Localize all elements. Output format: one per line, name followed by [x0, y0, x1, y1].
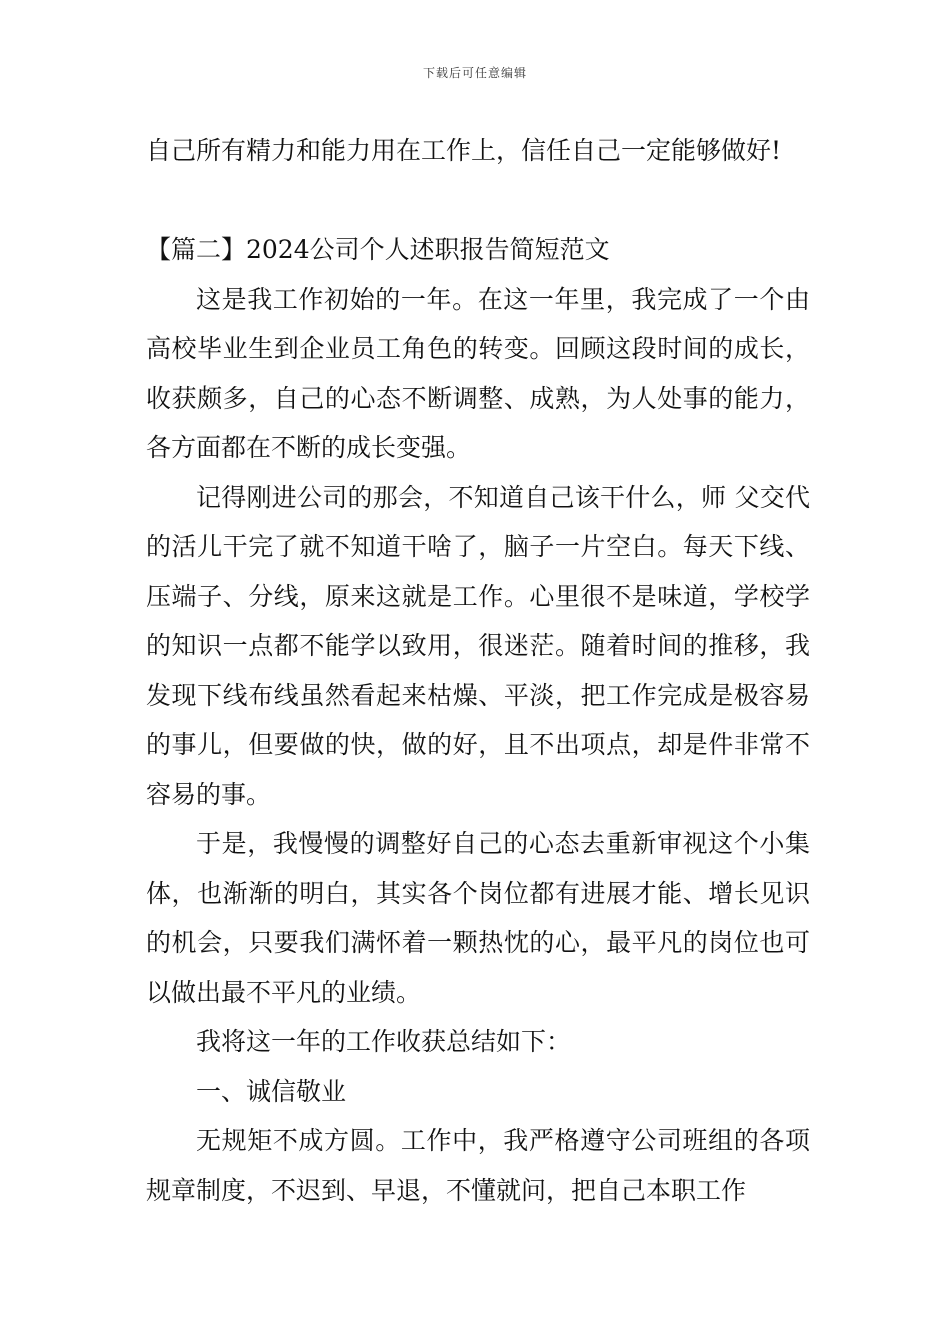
paragraph-gap [146, 176, 810, 226]
paragraph-continuation: 自己所有精力和能力用在工作上，信任自己一定能够做好! [146, 136, 782, 165]
paragraph-memory: 记得刚进公司的那会，不知道自己该干什么，师 父交代的活儿干完了就不知道干啥了，脑子一片空白。每天下线、压端子、分线，原来这就是工作。心里很不是味道，学校学的知识一点都不能学以致用，很迷茫。随着时间的推移，我发现下线布线虽然看起来枯燥、平淡，把工作完成是极容易的事儿，但要做的快，做的好，且不出项点，却是件非常不容易的事。 [146, 482, 810, 809]
paragraph-intro: 这是我工作初始的一年。在这一年里，我完成了一个由高校毕业生到企业员工角色的转变。回顾这段时间的成长，收获颇多，自己的心态不断调整、成熟，为人处事的能力，各方面都在不断的成长变强。 [146, 284, 810, 462]
paragraph-summary-lead: 我将这一年的工作收获总结如下： [196, 1027, 572, 1056]
paragraph-rules: 无规矩不成方圆。工作中，我严格遵守公司班组的各项规章制度，不迟到、早退，不懂就问，把自己本职工作 [146, 1126, 810, 1205]
subheading-integrity: 一、诚信敬业 [196, 1076, 347, 1106]
document-body [146, 126, 810, 1215]
page-header-note: 下载后可任意编辑 [422, 66, 527, 80]
paragraph-adjustment: 于是，我慢慢的调整好自己的心态去重新审视这个小集体，也渐渐的明白，其实各个岗位都有进展才能、增长见识的机会，只要我们满怀着一颗热忱的心，最平凡的岗位也可以做出最不平凡的业绩。 [146, 829, 810, 1007]
section-heading: 【篇二】2024公司个人述职报告简短范文 [146, 235, 610, 264]
